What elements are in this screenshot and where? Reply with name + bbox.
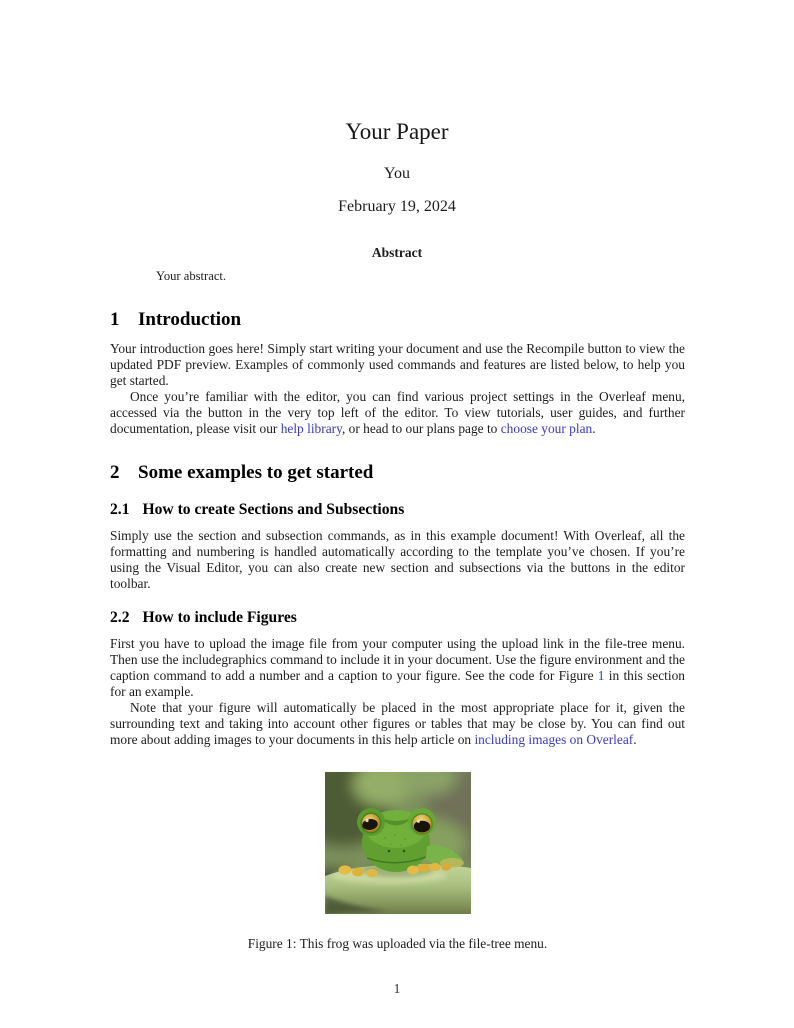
section-title: Introduction (138, 309, 242, 331)
page-number: 1 (393, 981, 401, 996)
subsection-title: How to include Figures (142, 608, 297, 626)
section-heading-introduction (110, 309, 685, 331)
including-images-link[interactable]: including images on Overleaf (474, 731, 634, 747)
figures-p1-text: First you have to upload the image file from your computer using the upload link in the file-tree menu. Then use the includegraphics command to include it in your document. Use the figure environment and the caption command to add a number and a caption to your figure. See the code for Figure (110, 635, 685, 683)
section-number: 2 (110, 462, 120, 484)
intro-paragraph-2 (110, 389, 685, 437)
subsection-number: 2.1 (110, 500, 130, 518)
paper-date: February 19, 2024 (338, 198, 456, 216)
frog-image (325, 772, 471, 914)
title-block (0, 0, 794, 216)
figures-p2-text: Note that your figure will automatically be placed in the most appropriate place for it, given the surrounding text and taking into account other figures or tables that may be close by. You can find out more about adding images to your documents in this help article on (110, 699, 685, 747)
section-title: Some examples to get started (138, 462, 374, 484)
figure-1-reference-link[interactable]: 1 (597, 667, 605, 683)
figures-paragraph-1 (110, 636, 685, 700)
intro-p2-text-mid: , or head to our plans page to (341, 421, 501, 437)
sections-paragraph: Simply use the section and subsection commands, as in this example document! With Overleaf, all the formatting and numbering is handled automatically according to the template you’ve chosen. If you’re using the Visual Editor, you can also create new section and subsections via the buttons in the editor toolbar. (110, 527, 685, 591)
choose-your-plan-link[interactable]: choose your plan (500, 421, 593, 437)
help-library-link[interactable]: help library (280, 421, 342, 437)
figure-1-caption: Figure 1: This frog was uploaded via the file-tree menu. (247, 935, 548, 951)
subsection-heading-figures (110, 609, 685, 627)
section-heading-examples (110, 462, 685, 484)
intro-p2-text: Once you’re familiar with the editor, you can find various project settings in the Overleaf menu, accessed via the button in the very top left of the editor. To view tutorials, user guides, and further documentation, please visit our (110, 389, 685, 437)
section-number: 1 (110, 309, 120, 331)
subsection-title: How to create Sections and Subsections (142, 500, 405, 518)
abstract-heading: Abstract (371, 245, 423, 261)
abstract-text: Your abstract. (156, 269, 227, 284)
subsection-heading-sections (110, 501, 685, 519)
intro-paragraph-1: Your introduction goes here! Simply start writing your document and use the Recompile button to view the updated PDF preview. Examples of commonly used commands and features are listed below, to help you get started. (110, 341, 685, 389)
intro-p2-text-end: . (592, 421, 596, 437)
figures-paragraph-2 (110, 700, 685, 748)
figure-1 (110, 772, 685, 952)
paper-body (110, 309, 685, 952)
figures-p2-text-end: . (633, 731, 637, 747)
paper-author: You (384, 165, 410, 183)
abstract-section (0, 245, 794, 284)
subsection-number: 2.2 (110, 608, 130, 626)
paper-title: Your Paper (345, 119, 449, 144)
figures-p1-text-end: in this section for an example. (110, 667, 685, 699)
